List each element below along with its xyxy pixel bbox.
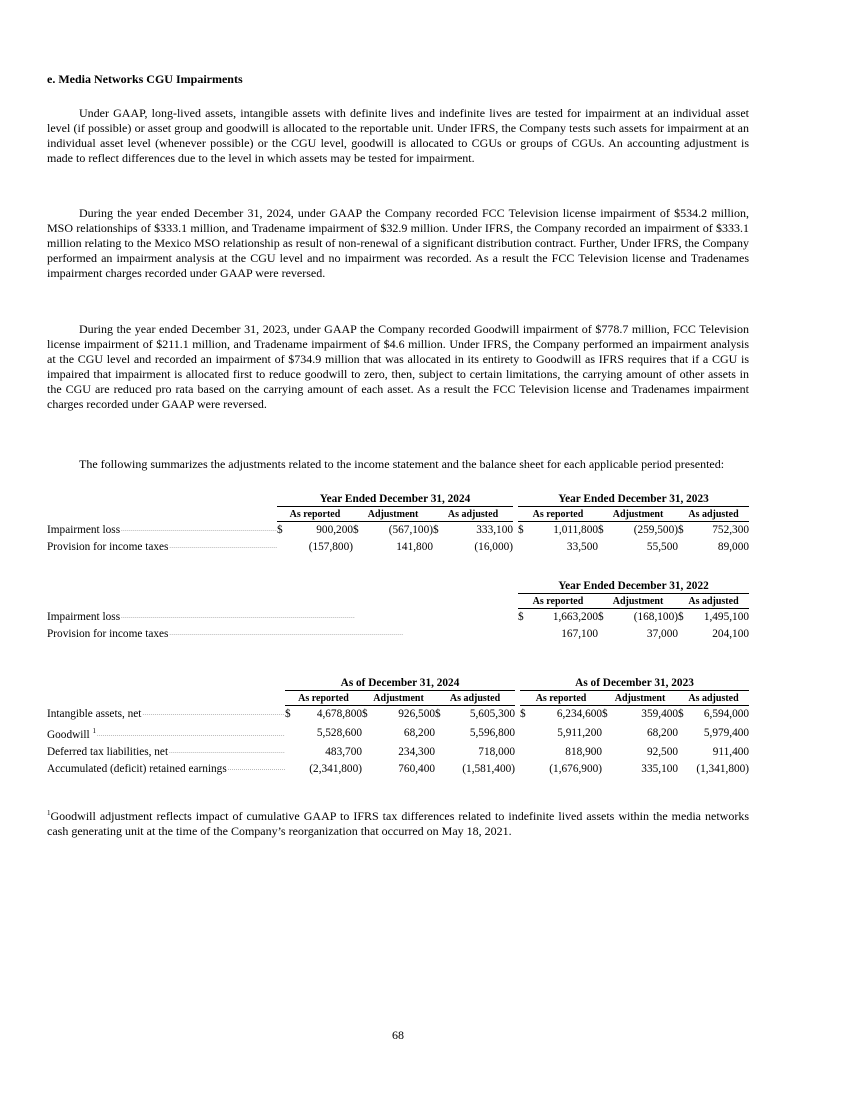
paragraph-table-intro: The following summarizes the adjustments related to the income statement and the balance sheet for each applicable period presented:: [79, 457, 725, 471]
table-cell: (157,800): [308, 541, 353, 553]
period-header-2024: Year Ended December 31, 2024: [277, 493, 513, 507]
table-cell: 92,500: [646, 746, 679, 758]
table-cell: 55,500: [646, 541, 678, 553]
currency-symbol: $: [678, 708, 684, 720]
currency-symbol: $: [362, 708, 368, 720]
column-header-as-reported: As reported: [520, 691, 602, 706]
column-header-as-reported: As reported: [277, 507, 353, 522]
column-header-adjustment: Adjustment: [598, 507, 678, 522]
column-header-as-adjusted: As adjusted: [433, 507, 513, 522]
table-cell: 5,528,600: [316, 727, 362, 739]
income-statement-2024-2023-table: [47, 493, 749, 556]
currency-symbol: $: [602, 708, 608, 720]
table-cell: 335,100: [641, 763, 679, 775]
table-cell: 68,200: [403, 727, 435, 739]
table-row: [47, 744, 749, 761]
table-cell: (1,676,900): [549, 763, 603, 775]
table-row: [47, 706, 749, 724]
currency-symbol: $: [277, 524, 283, 536]
currency-symbol: $: [598, 524, 604, 536]
section-heading: e. Media Networks CGU Impairments: [47, 72, 243, 86]
column-header-as-reported: As reported: [285, 691, 362, 706]
table-cell: $ 1,011,800: [518, 522, 598, 540]
balance-sheet-table: [47, 677, 749, 778]
table-row: [47, 522, 749, 540]
paragraph-2024-impairment: During the year ended December 31, 2024, under GAAP the Company recorded FCC Television license impairment of $534.2 million, MSO relationships of $333.1 million, and Tradename impairment of $32.9 million. Under IFRS, the Company recorded an impairment of $333.1 million relating to the Mexico MSO relationship as result of non-renewal of a significant distribution contract. Further, Under IFRS, the Company performed an impairment analysis at the CGU level and no impairment was recorded. As a result the FCC Television license and Tradenames impairment charges recorded under GAAP were reversed.: [47, 206, 749, 280]
currency-symbol: $: [678, 611, 684, 623]
period-header-2024: As of December 31, 2024: [285, 677, 515, 691]
row-label-intangible-assets: Intangible assets, net . . .: [47, 706, 285, 723]
table-cell: 167,100: [561, 628, 598, 640]
table-cell: (16,000): [474, 541, 513, 553]
currency-symbol: $: [598, 611, 604, 623]
table-cell: $ (567,100): [353, 522, 433, 540]
table-cell: 141,800: [396, 541, 433, 553]
column-header-as-adjusted: As adjusted: [678, 507, 749, 522]
currency-symbol: $: [678, 524, 684, 536]
currency-symbol: $: [435, 708, 441, 720]
currency-symbol: $: [285, 708, 291, 720]
row-label-goodwill: Goodwill $^1$ . . .: [47, 723, 285, 744]
footnote-text: Goodwill adjustment reflects impact of cumulative GAAP to IFRS tax differences related to indefinite lived assets within the media networks cash generating unit at the time of the Company’s reorganization that occurred on May 18, 2021.: [47, 809, 749, 838]
table-cell: $ 4,678,800: [285, 706, 362, 724]
table-row: [47, 626, 749, 643]
paragraph-2023-impairment: During the year ended December 31, 2023, under GAAP the Company recorded Goodwill impairment of $778.7 million, FCC Television license impairment of $211.1 million, and Tradename impairment of $4.6 million. Under IFRS, the Company performed an impairment analysis at the CGU level and recorded an impairment of $734.9 million that was allocated in its entirety to Goodwill as IFRS requires that if a CGU is impaired that impairment is allocated first to reduce goodwill to zero, then, subject to certain limitations, the carrying amount of other assets in the CGU are reduced pro rata based on the carrying amount of each asset. As a result the FCC Television license and Tradenames impairment charges recorded under GAAP were reversed.: [47, 322, 749, 411]
row-label-accumulated-earnings: Accumulated (deficit) retained earnings . . .: [47, 761, 285, 778]
currency-symbol: $: [518, 524, 524, 536]
column-header-as-reported: As reported: [518, 507, 598, 522]
table-cell: $ 5,605,300: [435, 706, 515, 724]
table-cell: 483,700: [325, 746, 362, 758]
table-cell: 89,000: [717, 541, 749, 553]
table-cell: $ 6,234,600: [520, 706, 602, 724]
column-header-as-adjusted: As adjusted: [678, 594, 749, 609]
currency-symbol: $: [353, 524, 359, 536]
table-row: [47, 761, 749, 778]
table-row: [47, 539, 749, 556]
table-row: [47, 609, 749, 627]
table-cell: $ (259,500): [598, 522, 678, 540]
table-cell: $ 333,100: [433, 522, 513, 540]
footnote: [47, 806, 749, 839]
column-header-adjustment: Adjustment: [602, 691, 678, 706]
row-label-impairment-loss: Impairment loss . . .: [47, 522, 277, 539]
table-cell: (1,341,800): [696, 763, 750, 775]
period-header-2023: As of December 31, 2023: [520, 677, 749, 691]
table-cell: 818,900: [565, 746, 603, 758]
income-statement-2022-table: [47, 580, 749, 643]
currency-symbol: $: [520, 708, 526, 720]
column-header-adjustment: Adjustment: [362, 691, 435, 706]
page-number: 68: [392, 1028, 404, 1042]
period-header-2022: Year Ended December 31, 2022: [518, 580, 749, 594]
table-cell: (2,341,800): [309, 763, 362, 775]
table-cell: 718,000: [478, 746, 516, 758]
row-label-provision-income-taxes: Provision for income taxes . . .: [47, 626, 513, 643]
table-cell: $ 359,400: [602, 706, 678, 724]
row-label-provision-income-taxes: Provision for income taxes . . .: [47, 539, 277, 556]
table-cell: 37,000: [646, 628, 678, 640]
row-label-impairment-loss: Impairment loss . . .: [47, 609, 513, 626]
paragraph-impairment-testing-level: Under GAAP, long-lived assets, intangible assets with definite lives and indefinite lives are tested for impairment at an individual asset level (if possible) or asset group and goodwill is allocated to the reportable unit. Under IFRS, the Company tests such assets for impairment at an individual asset level (whenever possible) or the CGU level, goodwill is allocated to CGUs or groups of CGUs. An accounting adjustment is made to reflect differences due to the level in which assets may be tested for impairment.: [47, 106, 749, 165]
table-cell: 760,400: [398, 763, 435, 775]
footnote-marker: 1: [92, 727, 97, 735]
column-header-adjustment: Adjustment: [353, 507, 433, 522]
table-cell: 5,911,200: [557, 727, 603, 739]
table-cell: $ 6,594,000: [678, 706, 749, 724]
table-cell: 68,200: [646, 727, 679, 739]
currency-symbol: $: [518, 611, 524, 623]
table-cell: (1,581,400): [462, 763, 516, 775]
period-header-2023: Year Ended December 31, 2023: [518, 493, 749, 507]
table-row: [47, 723, 749, 744]
table-cell: 911,400: [712, 746, 750, 758]
table-cell: 5,596,800: [469, 727, 516, 739]
table-cell: $ 752,300: [678, 522, 749, 540]
row-label-deferred-tax-liabilities: Deferred tax liabilities, net . . .: [47, 744, 285, 761]
column-header-as-adjusted: As adjusted: [435, 691, 515, 706]
footnote-marker: 1: [47, 809, 51, 817]
column-header-as-adjusted: As adjusted: [678, 691, 749, 706]
table-cell: $ 1,663,200: [518, 609, 598, 627]
column-header-adjustment: Adjustment: [598, 594, 678, 609]
table-cell: $ (168,100): [598, 609, 678, 627]
table-cell: 5,979,400: [703, 727, 750, 739]
table-cell: $ 900,200: [277, 522, 353, 540]
table-cell: 234,300: [398, 746, 435, 758]
table-cell: $ 1,495,100: [678, 609, 749, 627]
column-header-as-reported: As reported: [518, 594, 598, 609]
table-cell: 204,100: [712, 628, 749, 640]
table-cell: $ 926,500: [362, 706, 435, 724]
currency-symbol: $: [433, 524, 439, 536]
table-cell: 33,500: [566, 541, 598, 553]
